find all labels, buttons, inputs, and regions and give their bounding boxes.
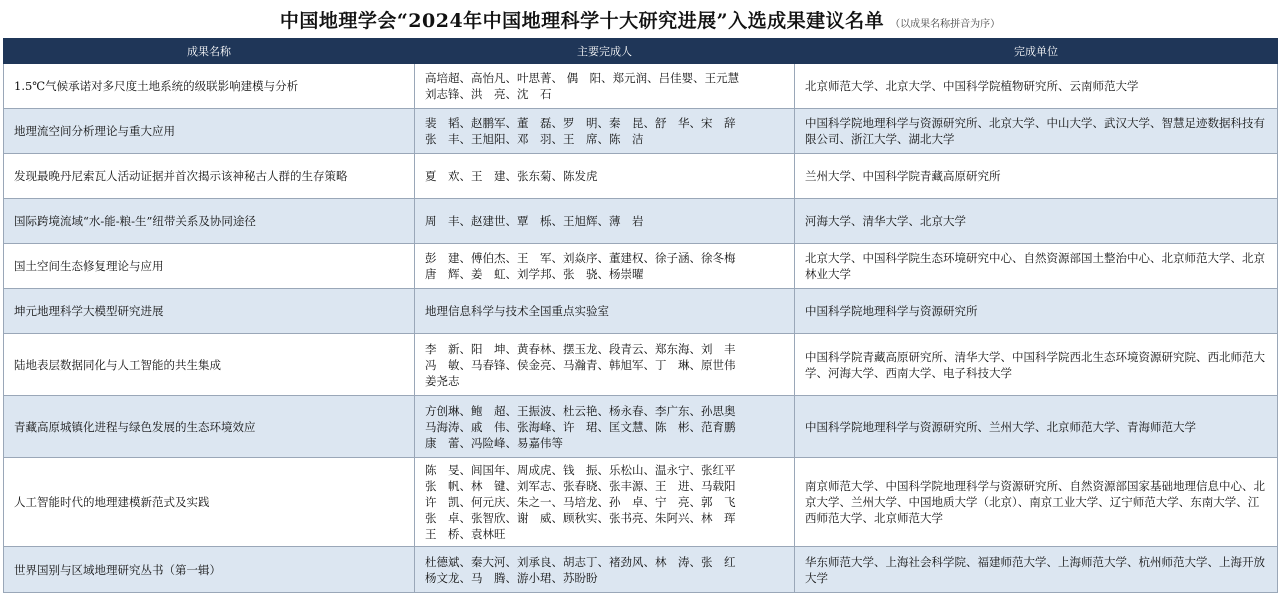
cell-units: 北京师范大学、北京大学、中国科学院植物研究所、云南师范大学 xyxy=(795,64,1278,109)
table-row xyxy=(4,64,1278,109)
header-row xyxy=(4,39,1278,64)
table-row xyxy=(4,154,1278,199)
table-row xyxy=(4,396,1278,458)
cell-people: 裴 韬、赵鹏军、董 磊、罗 明、秦 昆、舒 华、宋 辞 张 丰、王旭阳、邓 羽、王 席、陈 洁 xyxy=(415,109,795,154)
cell-name: 地理流空间分析理论与重大应用 xyxy=(4,109,415,154)
table-row xyxy=(4,547,1278,593)
cell-name: 坤元地理科学大模型研究进展 xyxy=(4,289,415,334)
cell-name: 人工智能时代的地理建模新范式及实践 xyxy=(4,458,415,547)
cell-people: 夏 欢、王 建、张东菊、陈发虎 xyxy=(415,154,795,199)
cell-name: 世界国别与区域地理研究丛书（第一辑） xyxy=(4,547,415,593)
column-header-name: 成果名称 xyxy=(4,39,415,64)
cell-name: 国际跨境流域“水-能-粮-生”纽带关系及协同途径 xyxy=(4,199,415,244)
table-row xyxy=(4,334,1278,396)
table-row xyxy=(4,244,1278,289)
cell-units: 中国科学院地理科学与资源研究所、北京大学、中山大学、武汉大学、智慧足迹数据科技有限公司、浙江大学、湖北大学 xyxy=(795,109,1278,154)
cell-people: 方创琳、鲍 超、王振波、杜云艳、杨永春、李广东、孙思奥 马海涛、戚 伟、张海峰、许 珺、匡文慧、陈 彬、范育鹏 康 蕾、冯险峰、易嘉伟等 xyxy=(415,396,795,458)
table-row xyxy=(4,289,1278,334)
cell-people: 周 丰、赵建世、覃 栎、王旭辉、薄 岩 xyxy=(415,199,795,244)
cell-people: 高培超、高怡凡、叶思菁、 偶 阳、郑元润、吕佳婴、王元慧 刘志锋、洪 亮、沈 石 xyxy=(415,64,795,109)
cell-units: 北京大学、中国科学院生态环境研究中心、自然资源部国土整治中心、北京师范大学、北京林业大学 xyxy=(795,244,1278,289)
cell-units: 中国科学院青藏高原研究所、清华大学、中国科学院西北生态环境资源研究院、西北师范大学、河海大学、西南大学、电子科技大学 xyxy=(795,334,1278,396)
cell-units: 南京师范大学、中国科学院地理科学与资源研究所、自然资源部国家基础地理信息中心、北京大学、兰州大学、中国地质大学（北京）、南京工业大学、辽宁师范大学、东南大学、江西师范大学、北京师范大学 xyxy=(795,458,1278,547)
cell-people: 陈 旻、闾国年、周成虎、钱 振、乐松山、温永宁、张红平 张 帆、林 键、刘军志、张春晓、张丰源、王 进、马载阳 许 凯、何元庆、朱之一、马培龙、孙 卓、宁 亮、郭 飞 张 卓、张智欣、谢 威、顾秋实、张书亮、朱阿兴、林 珲 王 桥、袁林旺 xyxy=(415,458,795,547)
cell-units: 华东师范大学、上海社会科学院、福建师范大学、上海师范大学、杭州师范大学、上海开放大学 xyxy=(795,547,1278,593)
cell-people: 杜德斌、秦大河、刘承良、胡志丁、褚劲风、林 涛、张 红 杨文龙、马 腾、游小珺、苏盼盼 xyxy=(415,547,795,593)
cell-name: 陆地表层数据同化与人工智能的共生集成 xyxy=(4,334,415,396)
cell-units: 中国科学院地理科学与资源研究所、兰州大学、北京师范大学、青海师范大学 xyxy=(795,396,1278,458)
cell-name: 1.5℃气候承诺对多尺度土地系统的级联影响建模与分析 xyxy=(4,64,415,109)
cell-people: 地理信息科学与技术全国重点实验室 xyxy=(415,289,795,334)
column-header-units: 完成单位 xyxy=(795,39,1278,64)
cell-name: 发现最晚丹尼索瓦人活动证据并首次揭示该神秘古人群的生存策略 xyxy=(4,154,415,199)
cell-people: 彭 建、傅伯杰、王 军、刘焱序、董建权、徐子涵、徐冬梅 唐 辉、姜 虹、刘学邦、张 骁、杨崇曜 xyxy=(415,244,795,289)
table-row xyxy=(4,199,1278,244)
page-subtitle: （以成果名称拼音为序） xyxy=(890,18,1001,30)
cell-people: 李 新、阳 坤、黄春林、摆玉龙、段青云、郑东海、刘 丰 冯 敏、马春锋、侯金亮、马瀚青、韩旭军、丁 琳、原世伟 姜尧志 xyxy=(415,334,795,396)
cell-name: 青藏高原城镇化进程与绿色发展的生态环境效应 xyxy=(4,396,415,458)
table-row xyxy=(4,109,1278,154)
cell-units: 兰州大学、中国科学院青藏高原研究所 xyxy=(795,154,1278,199)
cell-units: 河海大学、清华大学、北京大学 xyxy=(795,199,1278,244)
table-row xyxy=(4,458,1278,547)
page-title: 中国地理学会“2024年中国地理科学十大研究进展”入选成果建议名单 xyxy=(279,9,885,32)
title-bar xyxy=(0,0,1280,38)
results-table xyxy=(3,38,1278,593)
cell-units: 中国科学院地理科学与资源研究所 xyxy=(795,289,1278,334)
column-header-people: 主要完成人 xyxy=(415,39,795,64)
cell-name: 国土空间生态修复理论与应用 xyxy=(4,244,415,289)
